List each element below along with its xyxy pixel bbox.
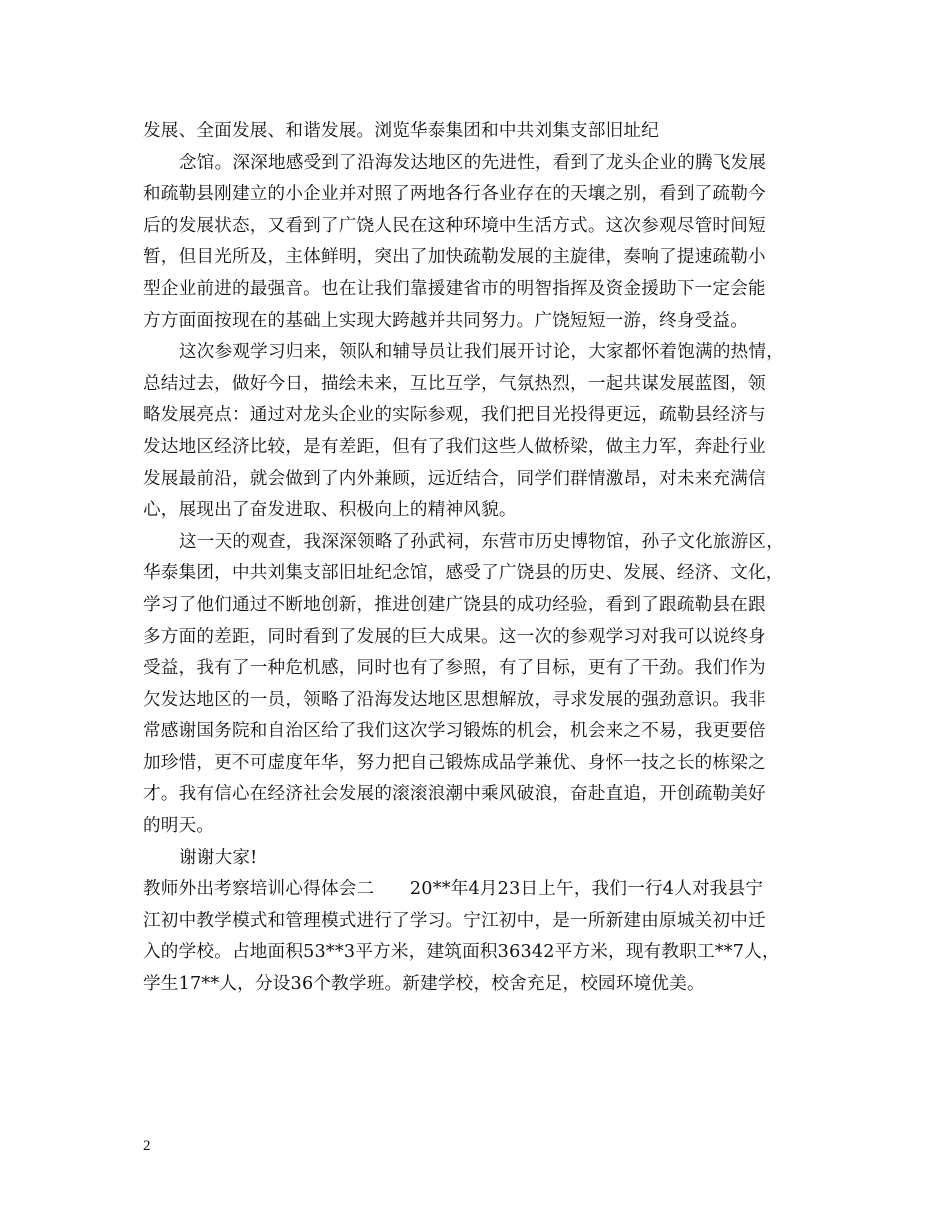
text-line: 后的发展状态，又看到了广饶人民在这种环境中生活方式。这次参观尽管时间短 [143,215,766,236]
text-line: 的明天。 [143,816,215,837]
text-line: 华泰集团，中共刘集支部旧址纪念馆，感受了广饶县的历史、发展、经济、文化， [143,563,784,584]
text-line: 加珍惜，更不可虚度年华，努力把自己锻炼成品学兼优、身怀一技之长的栋梁之 [143,752,766,773]
text-line: 这次参观学习归来，领队和辅导员让我们展开讨论，大家都怀着饱满的热情， [179,342,784,363]
text-line: 发达地区经济比较，是有差距，但有了我们这些人做桥梁，做主力军，奔赴行业 [143,436,766,457]
text-line: 欠发达地区的一员，领略了沿海发达地区思想解放，寻求发展的强劲意识。我非 [143,689,766,710]
text-line: 江初中教学模式和管理模式进行了学习。宁江初中，是一所新建由原城关初中迁 [143,910,766,931]
text-line: 型企业前进的最强音。也在让我们靠援建省市的明智指挥及资金援助下一定会能 [143,278,766,299]
text-line: 受益，我有了一种危机感，同时也有了参照，有了目标，更有了干劲。我们作为 [143,658,766,679]
text-line: 多方面的差距，同时看到了发展的巨大成果。这一次的参观学习对我可以说终身 [143,626,766,647]
text-line: 方方面面按现在的基础上实现大跨越并共同努力。广饶短短一游，终身受益。 [143,310,748,331]
text-line: 学生17**人，分设36个教学班。新建学校，校舍充足，校园环境优美。 [143,974,705,995]
text-line: 和疏勒县刚建立的小企业并对照了两地各行各业存在的天壤之别，看到了疏勒今 [143,184,766,205]
text-line: 才。我有信心在经济社会发展的滚滚浪潮中乘风破浪，奋赴直追，开创疏勒美好 [143,784,766,805]
text-line: 常感谢国务院和自治区给了我们这次学习锻炼的机会，机会来之不易，我更要倍 [143,721,766,742]
text-line: 发展、全面发展、和谐发展。浏览华泰集团和中共刘集支部旧址纪 [143,121,660,141]
text-line: 这一天的观查，我深深领略了孙武祠，东营市历史博物馆，孙子文化旅游区， [179,531,784,552]
text-line: 发展最前沿，就会做到了内外兼顾，远近结合，同学们群情激昂，对未来充满信 [143,468,766,489]
text-line: 学习了他们通过不断地创新，推进创建广饶县的成功经验，看到了跟疏勒县在跟 [143,594,766,615]
text-line: 入的学校。占地面积53**3平方米，建筑面积36342平方米，现有教职工**7人， [143,942,780,963]
text-line: 总结过去，做好今日，描绘未来，互比互学，气氛热烈，一起共谋发展蓝图，领 [143,373,766,394]
text-line: 谢谢大家! [179,847,258,868]
text-line: 念馆。深深地感受到了沿海发达地区的先进性，看到了龙头企业的腾飞发展 [179,152,767,173]
page-number: 2 [143,1138,151,1154]
text-line: 教师外出考察培训心得体会二 20**年4月23日上午，我们一行4人对我县宁 [143,879,764,900]
document-body [143,116,813,1001]
text-line: 略发展亮点：通过对龙头企业的实际参观，我们把目光投得更远，疏勒县经济与 [143,405,766,426]
text-line: 心，展现出了奋发进取、积极向上的精神风貌。 [143,500,517,521]
text-line: 暂，但目光所及，主体鲜明，突出了加快疏勒发展的主旋律，奏响了提速疏勒小 [143,247,766,268]
